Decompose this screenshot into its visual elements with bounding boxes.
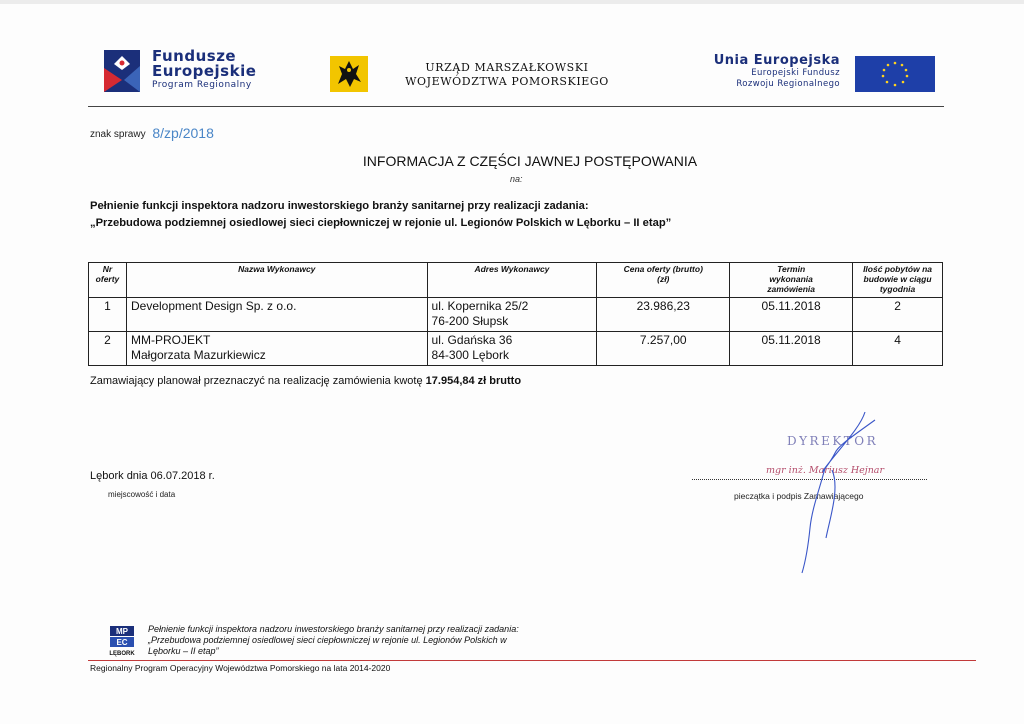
- urzad-line1: URZĄD MARSZAŁKOWSKI: [425, 61, 589, 74]
- cell-price: 7.257,00: [597, 332, 730, 366]
- document-title: INFORMACJA Z CZĘŚCI JAWNEJ POSTĘPOWANIA: [362, 153, 698, 169]
- cell-name: MM-PROJEKT Małgorzata Mazurkiewicz: [126, 332, 427, 366]
- cell-address: ul. Kopernika 25/2 76-200 Słupsk: [427, 298, 597, 332]
- fundusze-europejskie-text: [152, 49, 256, 91]
- footer-line1: Pełnienie funkcji inspektora nadzoru inwestorskiego branży sanitarnej przy realizacji zadania:: [148, 624, 519, 634]
- fe-line2: Europejskie: [152, 62, 257, 80]
- eu-flag-icon: [855, 56, 935, 92]
- ue-line2: Europejski Fundusz: [751, 68, 840, 78]
- stamp-title: DYREKTOR: [787, 434, 879, 448]
- unia-europejska-text: [690, 53, 840, 90]
- cell-name: Development Design Sp. z o.o.: [126, 298, 427, 332]
- mpec-logo-line2: EC: [116, 638, 128, 647]
- budget-statement: [90, 375, 521, 387]
- offers-table: [88, 262, 943, 366]
- header-deadline: Termin wykonania zamówienia: [730, 263, 853, 298]
- header-address: Adres Wykonawcy: [427, 263, 597, 298]
- table-row: [89, 332, 943, 366]
- cell-visits: 2: [853, 298, 943, 332]
- cell-deadline: 05.11.2018: [730, 298, 853, 332]
- cell-address: ul. Gdańska 36 84-300 Lębork: [427, 332, 597, 366]
- cell-deadline: 05.11.2018: [730, 332, 853, 366]
- footer-divider: [88, 660, 976, 661]
- ue-line1: Unia Europejska: [713, 53, 840, 68]
- mpec-lebork-logo-icon: [107, 624, 137, 658]
- urzad-line2: WOJEWÓDZTWA POMORSKIEGO: [405, 75, 609, 88]
- budget-text: Zamawiający planował przeznaczyć na realizację zamówienia kwotę: [90, 375, 423, 387]
- header-price: Cena oferty (brutto) (zł): [597, 263, 730, 298]
- footer-line2: „Przebudowa podziemnej osiedlowej sieci ciepłowniczej w rejonie ul. Legionów Polskich w: [148, 635, 507, 645]
- cell-visits: 4: [853, 332, 943, 366]
- cell-price: 23.986,23: [597, 298, 730, 332]
- header-nr: Nr oferty: [89, 263, 127, 298]
- subject-line1: Pełnienie funkcji inspektora nadzoru inwestorskiego branży sanitarnej przy realizacji zadania:: [90, 200, 589, 212]
- document-title-na: na:: [510, 174, 523, 184]
- mpec-logo-line1: MP: [116, 627, 128, 636]
- place-and-date-label: miejscowość i data: [108, 490, 176, 499]
- place-and-date: Lębork dnia 06.07.2018 r.: [90, 470, 215, 482]
- case-reference-value: 8/zp/2018: [152, 125, 214, 141]
- fe-line1: Fundusze: [152, 47, 237, 65]
- subject-text: [90, 198, 671, 232]
- fundusze-europejskie-logo-icon: [104, 50, 140, 92]
- table-row: [89, 298, 943, 332]
- stamp-name: mgr inż. Mariusz Hejnar: [766, 465, 885, 476]
- case-reference: [90, 125, 214, 141]
- cell-nr: 2: [89, 332, 127, 366]
- scan-edge: [0, 0, 1024, 4]
- handwritten-signature-icon: [790, 408, 885, 578]
- header-divider: [88, 106, 944, 107]
- urzad-marszalkowski-text: [382, 61, 632, 89]
- case-reference-label: znak sprawy: [90, 129, 146, 140]
- pomorskie-griffin-crest-icon: [330, 56, 368, 92]
- subject-line2: „Przebudowa podziemnej osiedlowej sieci ciepłowniczej w rejonie ul. Legionów Polskich w Lęborku – II etap”: [90, 217, 672, 229]
- ue-line3: Rozwoju Regionalnego: [736, 79, 840, 89]
- header-visits: Ilość pobytów na budowie w ciągu tygodnia: [853, 263, 943, 298]
- fe-line3: Program Regionalny: [152, 80, 252, 90]
- footer-subject: [148, 624, 618, 657]
- footer-program: Regionalny Program Operacyjny Województwa Pomorskiego na lata 2014-2020: [90, 663, 391, 673]
- budget-amount: 17.954,84 zł brutto: [425, 375, 522, 387]
- header-name: Nazwa Wykonawcy: [126, 263, 427, 298]
- signature-label: pieczątka i podpis Zamawiającego: [734, 491, 864, 501]
- mpec-logo-line3: LĘBORK: [109, 651, 135, 657]
- footer-line3: Lęborku – II etap”: [148, 646, 219, 656]
- cell-nr: 1: [89, 298, 127, 332]
- table-header-row: [89, 263, 943, 298]
